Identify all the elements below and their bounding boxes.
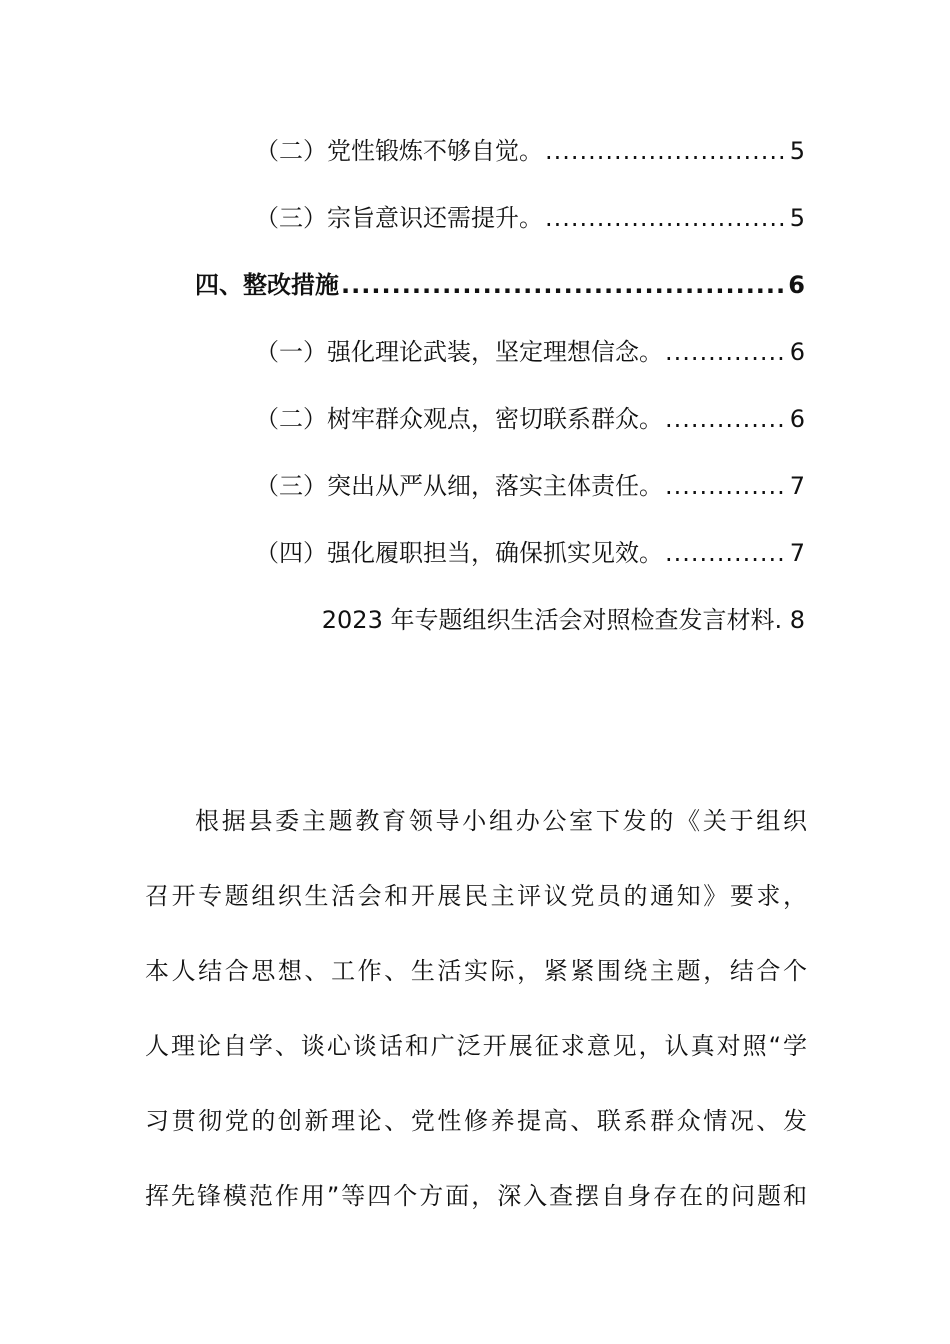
toc-entry[interactable] — [255, 535, 805, 571]
body-line: 召开专题组织生活会和开展民主评议党员的通知》要求， — [145, 882, 807, 910]
body-line: 本人结合思想、工作、生活实际，紧紧围绕主题，结合个 — [145, 957, 807, 985]
toc-entry-label: （四）强化履职担当，确保抓实见效。 — [255, 539, 663, 567]
toc-entry-page: 6 — [789, 405, 805, 433]
toc-entry-label: 四、整改措施 — [195, 271, 339, 299]
toc-entry-page: 5 — [789, 137, 805, 165]
body-line: 人理论自学、谈心谈话和广泛开展征求意见，认真对照“学 — [145, 1032, 807, 1060]
toc-entry-page: 6 — [789, 338, 805, 366]
toc-document-title-entry[interactable]: 2023 年专题组织生活会对照检查发言材料. 8 — [321, 606, 805, 634]
body-paragraph — [145, 803, 807, 1214]
toc-leader-dots — [545, 200, 788, 236]
toc-entry-page: 5 — [789, 204, 805, 232]
toc-entry-label: （二）党性锻炼不够自觉。 — [255, 137, 543, 165]
toc-leader-dots — [665, 401, 788, 437]
toc-leader-dots — [665, 468, 788, 504]
toc-entry-page: 7 — [789, 539, 805, 567]
body-line: 挥先锋模范作用”等四个方面，深入查摆自身存在的问题和 — [145, 1182, 807, 1210]
toc-entry-label: （一）强化理论武装，坚定理想信念。 — [255, 338, 663, 366]
toc-entry[interactable] — [255, 200, 805, 236]
toc-entry-label: （三）宗旨意识还需提升。 — [255, 204, 543, 232]
toc-entry[interactable] — [255, 468, 805, 504]
toc-leader-dots — [545, 133, 788, 169]
toc-entry-label: （二）树牢群众观点，密切联系群众。 — [255, 405, 663, 433]
body-line: 习贯彻党的创新理论、党性修养提高、联系群众情况、发 — [145, 1107, 807, 1135]
toc-leader-dots — [665, 535, 788, 571]
toc-entry[interactable] — [255, 334, 805, 370]
toc-section-entry[interactable] — [195, 267, 805, 303]
toc-entry-page: 6 — [788, 271, 805, 299]
body-line: 根据县委主题教育领导小组办公室下发的《关于组织 — [195, 807, 807, 835]
toc-entry-page: 7 — [789, 472, 805, 500]
toc-leader-dots — [341, 267, 786, 303]
toc-leader-dots — [665, 334, 788, 370]
toc-entry[interactable] — [255, 401, 805, 437]
toc-entry-label: （三）突出从严从细，落实主体责任。 — [255, 472, 663, 500]
toc-entry[interactable] — [255, 133, 805, 169]
